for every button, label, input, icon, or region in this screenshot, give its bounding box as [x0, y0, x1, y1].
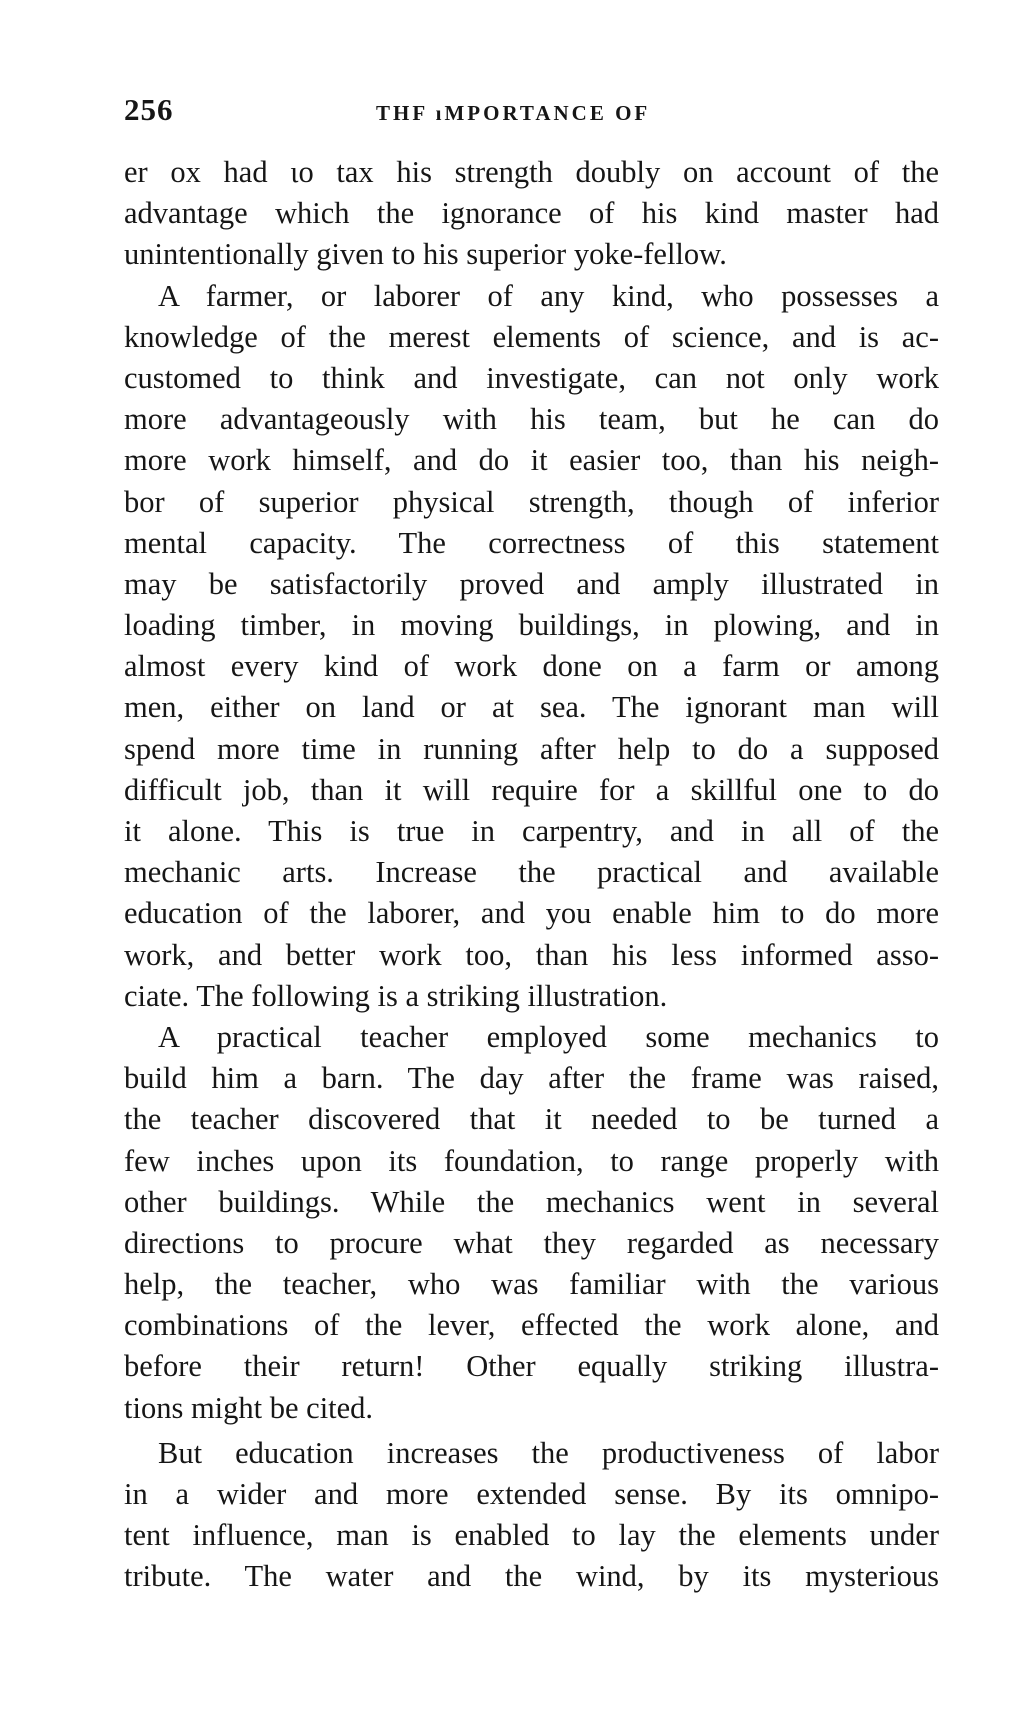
text-line: directions to procure what they regarded as necessary — [124, 1225, 939, 1260]
text-line: tions might be cited. — [124, 1390, 374, 1425]
text-line: more work himself, and do it easier too, than his neigh- — [124, 443, 939, 478]
text-line: unintentionally given to his superior yoke-fellow. — [124, 237, 727, 272]
body-text — [124, 152, 939, 1598]
text-line: education of the laborer, and you enable him to do more — [124, 896, 939, 931]
text-line: men, either on land or at sea. The ignorant man will — [124, 690, 939, 725]
text-line: bor of superior physical strength, though of inferior — [124, 484, 939, 519]
text-line: difficult job, than it will require for a skillful one to do — [124, 772, 939, 807]
paragraph — [124, 276, 939, 1017]
text-line: build him a barn. The day after the frame was raised, — [124, 1061, 939, 1096]
text-line: other buildings. While the mechanics went in several — [124, 1184, 939, 1219]
text-line: help, the teacher, who was familiar with the various — [124, 1267, 939, 1302]
page-number: 256 — [124, 92, 174, 127]
text-line: may be satisfactorily proved and amply illustrated in — [124, 566, 939, 601]
paragraph — [124, 1433, 939, 1598]
paragraph — [124, 152, 939, 276]
page-header — [124, 92, 939, 132]
text-line: in a wider and more extended sense. By its omnipo- — [124, 1477, 939, 1511]
text-line: spend more time in running after help to do a supposed — [124, 731, 939, 766]
text-line: few inches upon its foundation, to range properly with — [124, 1143, 939, 1178]
text-line: loading timber, in moving buildings, in plowing, and in — [124, 608, 939, 643]
text-line: more advantageously with his team, but he can do — [124, 402, 939, 437]
text-line: combinations of the lever, effected the work alone, and — [124, 1308, 939, 1343]
text-line: But education increases the productiveness of labor — [158, 1435, 939, 1470]
text-line: work, and better work too, than his less informed asso- — [124, 937, 939, 972]
text-line: mental capacity. The correctness of this statement — [124, 525, 939, 560]
text-line: ciate. The following is a striking illustration. — [124, 978, 668, 1013]
text-line: customed to think and investigate, can not only work — [124, 360, 939, 395]
text-line: almost every kind of work done on a farm or among — [124, 649, 939, 684]
text-line: tribute. The water and the wind, by its mysterious — [124, 1559, 939, 1594]
text-line: tent influence, man is enabled to lay the elements under — [124, 1518, 939, 1553]
text-line: A practical teacher employed some mechanics to — [158, 1019, 939, 1054]
paragraph — [124, 1017, 939, 1429]
text-line: advantage which the ignorance of his kind master had — [124, 196, 939, 231]
text-line: the teacher discovered that it needed to be turned a — [124, 1102, 939, 1137]
running-head: THF ıMPORTANCE OF — [376, 101, 651, 125]
text-line: A farmer, or laborer of any kind, who possesses a — [158, 278, 939, 313]
text-line: it alone. This is true in carpentry, and in all of the — [124, 814, 939, 848]
text-line: before their return! Other equally striking illustra- — [124, 1349, 939, 1384]
text-line: er ox had ιo tax his strength doubly on account of the — [124, 155, 939, 189]
text-line: knowledge of the merest elements of science, and is ac- — [124, 319, 939, 354]
text-line: mechanic arts. Increase the practical and available — [124, 855, 939, 890]
